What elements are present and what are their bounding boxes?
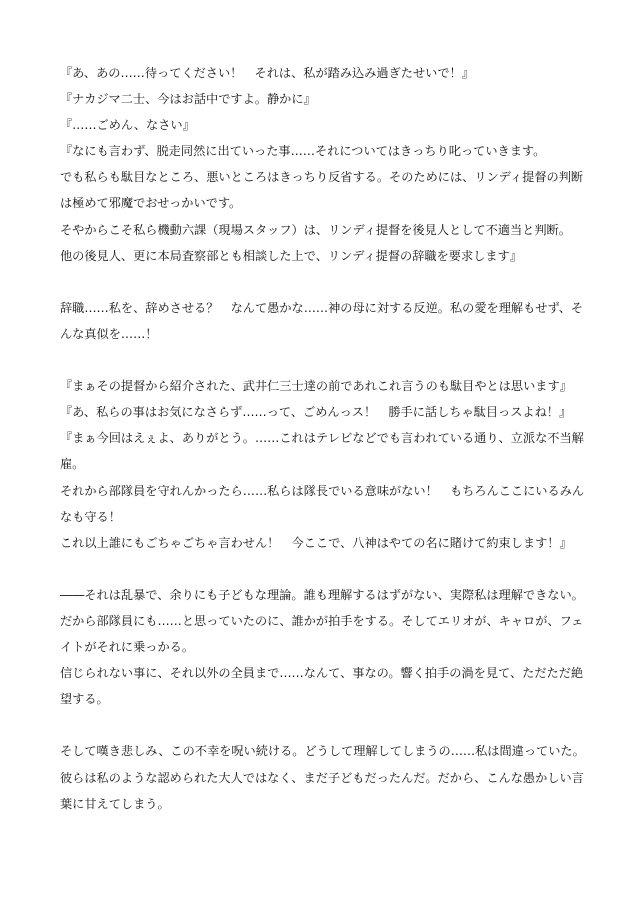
paragraph (60, 86, 580, 112)
text-line: ――それは乱暴で、余りにも子どもな理論。誰も理解するはずがない、実際私は理解できない。 (60, 587, 584, 602)
text-line: 葉に甘えてしまう。 (60, 796, 170, 811)
text-line: だから部隊員にも……と思っていたのに、誰かが拍手をする。そしてエリオが、キャロが、フェ (60, 613, 584, 628)
paragraph-gap (60, 347, 580, 373)
paragraph (60, 738, 585, 816)
text-line: 『まぁその提督から紹介された、武井仁三士達の前であれこれ言うのも駄目やとは思います』 (60, 379, 572, 394)
paragraph (60, 138, 584, 268)
text-line: 『ナカジマ二士、今はお話中ですよ。静かに』 (60, 92, 316, 107)
paragraph (60, 60, 580, 86)
text-line: 他の後見人、更に本局査察部とも相談した上で、リンディ提督の辞職を要求します』 (60, 248, 522, 263)
document-page (60, 60, 585, 817)
paragraph (60, 295, 584, 347)
text-line: それから部隊員を守れんかったら……私らは隊長でいる意味がない！ もちろんここにいるみん (60, 483, 585, 498)
text-line: これ以上誰にもごちゃごちゃ言わせん！ 今ここで、八神はやての名に賭けて約束します！』 (60, 535, 572, 550)
text-line: 望する。 (60, 692, 109, 707)
text-line: そやからこそ私ら機動六課（現場スタッフ）は、リンディ提督を後見人として不適当と判断。 (60, 222, 571, 237)
text-line: 彼らは私のような認められた大人ではなく、まだ子どもだったんだ。だから、こんな愚かしい言 (60, 770, 584, 785)
paragraph (60, 399, 580, 425)
text-line: なも守る！ (60, 509, 121, 524)
paragraph (60, 373, 580, 399)
text-line: 雇。 (60, 457, 85, 472)
text-line: 『なにも言わず、脱走同然に出ていった事……それについてはきっちり叱っていきます。 (60, 144, 546, 159)
text-line: イトがそれに乗っかる。 (60, 640, 195, 655)
text-line: 『まぁ今回はえぇよ、ありがとう。……これはテレビなどでも言われている通り、立派な不当解 (60, 431, 584, 446)
text-line: 辞職……私を、辞めさせる？ なんて愚かな……神の母に対する反逆。私の愛を理解もせず、そ (60, 300, 584, 315)
text-line: は極めて邪魔でおせっかいです。 (60, 196, 242, 211)
text-line: でも私らも駄目なところ、悪いところはきっちり反省する。そのためには、リンディ提督の判断 (60, 170, 584, 185)
paragraph-gap (60, 556, 580, 582)
paragraph (60, 582, 584, 712)
text-line: 信じられない事に、それ以外の全員まで……なんて、事なの。響く拍手の渦を見て、ただただ絶 (60, 666, 584, 681)
paragraph (60, 112, 580, 138)
paragraph-gap (60, 712, 580, 738)
text-line: 『あ、私らの事はお気になさらず……って、ごめんっス！ 勝手に話しちゃ駄目っスよね！』 (60, 405, 572, 420)
text-line: 『あ、あの……待ってください！ それは、私が踏み込み過ぎたせいで！』 (60, 66, 474, 80)
paragraph-gap (60, 269, 580, 295)
text-line: そして嘆き悲しみ、この不幸を呪い続ける。どうして理解してしまうの……私は間違っていた。 (60, 744, 585, 759)
paragraph (60, 425, 585, 555)
text-line: んな真似を……！ (60, 326, 158, 341)
text-line: 『……ごめん、なさい』 (60, 118, 195, 133)
